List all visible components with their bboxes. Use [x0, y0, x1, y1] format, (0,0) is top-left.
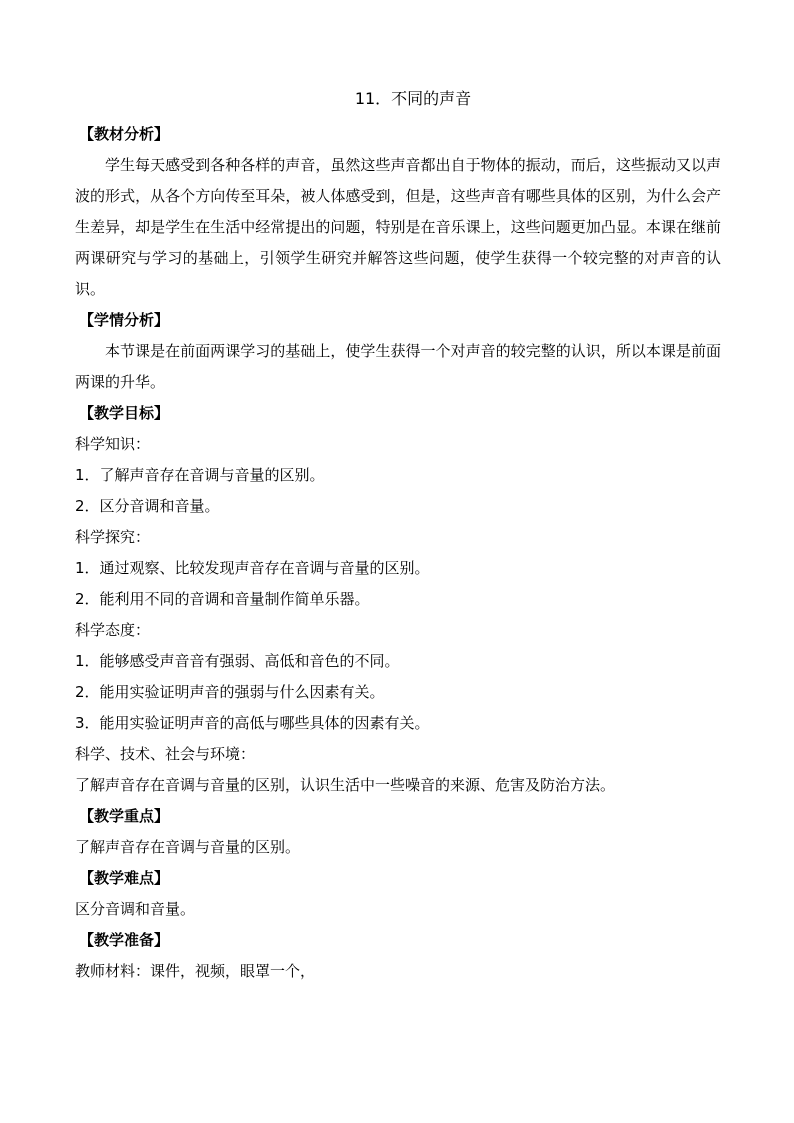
attitude-item: 2．能用实验证明声音的强弱与什么因素有关。: [75, 683, 385, 701]
document-title: 11．不同的声音: [354, 89, 472, 108]
material-analysis-text: 学生每天感受到各种各样的声音，虽然这些声音都出自于物体的振动，而后，这些振动又以声波的形式，从各个方向传至耳朵，被人体感受到，但是，这些声音有哪些具体的区别，为什么会产生差异，却是学生在生活中经常提出的问题，特别是在音乐课上，这些问题更加凸显。本课在继前两课研究与学习的基础上，引领学生研究并解答这些问题，使学生获得一个较完整的对声音的认识。: [75, 156, 721, 298]
heading-difficult-point: 【教学难点】: [79, 869, 170, 887]
heading-teaching-goals: 【教学目标】: [79, 404, 170, 422]
heading-preparation: 【教学准备】: [79, 931, 170, 949]
knowledge-item: 1．了解声音存在音调与音量的区别。: [75, 466, 325, 484]
attitude-item: 3．能用实验证明声音的高低与哪些具体的因素有关。: [75, 714, 430, 732]
heading-key-point: 【教学重点】: [79, 807, 170, 825]
student-analysis-text: 本节课是在前面两课学习的基础上，使学生获得一个对声音的较完整的认识，所以本课是前面两课的升华。: [75, 342, 721, 391]
attitude-label: 科学态度：: [75, 621, 151, 639]
knowledge-item: 2．区分音调和音量。: [75, 497, 220, 515]
inquiry-item: 2．能利用不同的音调和音量制作简单乐器。: [75, 590, 370, 608]
stse-text: 了解声音存在音调与音量的区别，认识生活中一些噪音的来源、危害及防治方法。: [75, 776, 616, 794]
attitude-item: 1．能够感受声音音有强弱、高低和音色的不同。: [75, 652, 400, 670]
document-page: [75, 86, 721, 987]
inquiry-label: 科学探究：: [75, 528, 151, 546]
inquiry-item: 1．通过观察、比较发现声音存在音调与音量的区别。: [75, 559, 430, 577]
heading-material-analysis: 【教材分析】: [79, 125, 170, 143]
heading-student-analysis: 【学情分析】: [79, 311, 170, 329]
key-point-text: 了解声音存在音调与音量的区别。: [75, 838, 301, 856]
preparation-text: 教师材料：课件，视频，眼罩一个，: [75, 962, 316, 980]
difficult-point-text: 区分音调和音量。: [75, 900, 196, 918]
stse-label: 科学、技术、社会与环境：: [75, 745, 256, 763]
knowledge-label: 科学知识：: [75, 435, 151, 453]
